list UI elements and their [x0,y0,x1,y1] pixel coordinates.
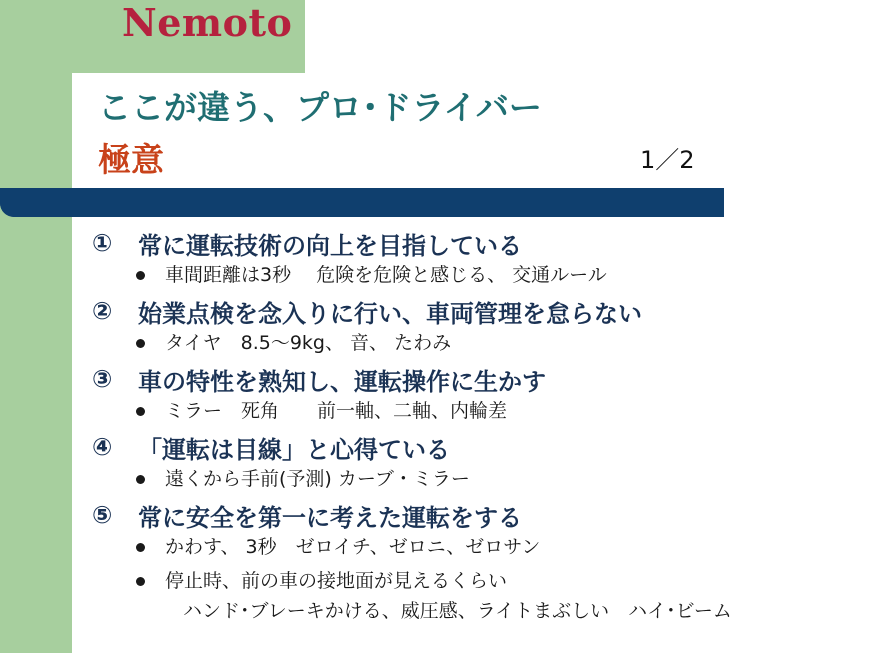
point-number: ③ [92,365,113,393]
sub-item-text: かわす、 3秒 ゼロイチ、ゼロニ、ゼロサン [165,536,541,558]
sub-item-lines [165,566,732,626]
point-4 [92,430,862,464]
sub-item [136,532,862,566]
point-5 [92,498,862,532]
point-number: ① [92,229,113,257]
point-text: 始業点検を念入りに行い、車両管理を怠らない [138,299,642,328]
bullet-icon [136,475,145,484]
sub-item-text: 停止時、前の車の接地面が見えるくらい [165,570,508,592]
bullet-icon [136,271,145,280]
bullet-icon [136,339,145,348]
nemoto-logo: Nemoto [122,0,293,45]
point-1 [92,226,862,260]
left-accent-panel [0,0,72,653]
sub-item [136,328,862,362]
point-text: 車の特性を熟知し、運転操作に生かす [138,367,546,396]
sub-item-text: ミラー 死角 前一軸、二軸、内輪差 [165,400,508,422]
point-text: 常に安全を第一に考えた運転をする [138,503,522,532]
divider-bar [0,188,724,217]
bullet-icon [136,577,145,586]
point-number: ④ [92,433,113,461]
point-2 [92,294,862,328]
slide-title-line2: 極意 [98,140,164,179]
bullet-icon [136,407,145,416]
point-number: ② [92,297,113,325]
sub-item-text-continued: ハンド･ブレーキかける、威圧感、ライトまぶしい ハイ･ビーム [183,600,732,622]
sub-item [136,464,862,498]
sub-item-text: タイヤ 8.5～9kg、 音、 たわみ [165,332,452,354]
sub-item-text: 遠くから手前(予測) カーブ・ミラー [165,468,470,490]
sub-item [136,260,862,294]
point-number: ⑤ [92,501,113,529]
sub-item [136,566,862,626]
point-text: 常に運転技術の向上を目指している [138,231,522,260]
bullet-icon [136,543,145,552]
point-text: 「運転は目線」と心得ている [138,435,450,464]
sub-item-text: 車間距離は3秒 危険を危険と感じる、 交通ルール [165,264,607,286]
sub-item [136,396,862,430]
slide-title-line1: ここが違う、プロ･ドライバー [98,88,542,127]
page-number: 1／2 [640,146,695,174]
point-3 [92,362,862,396]
slide-content [92,226,862,626]
